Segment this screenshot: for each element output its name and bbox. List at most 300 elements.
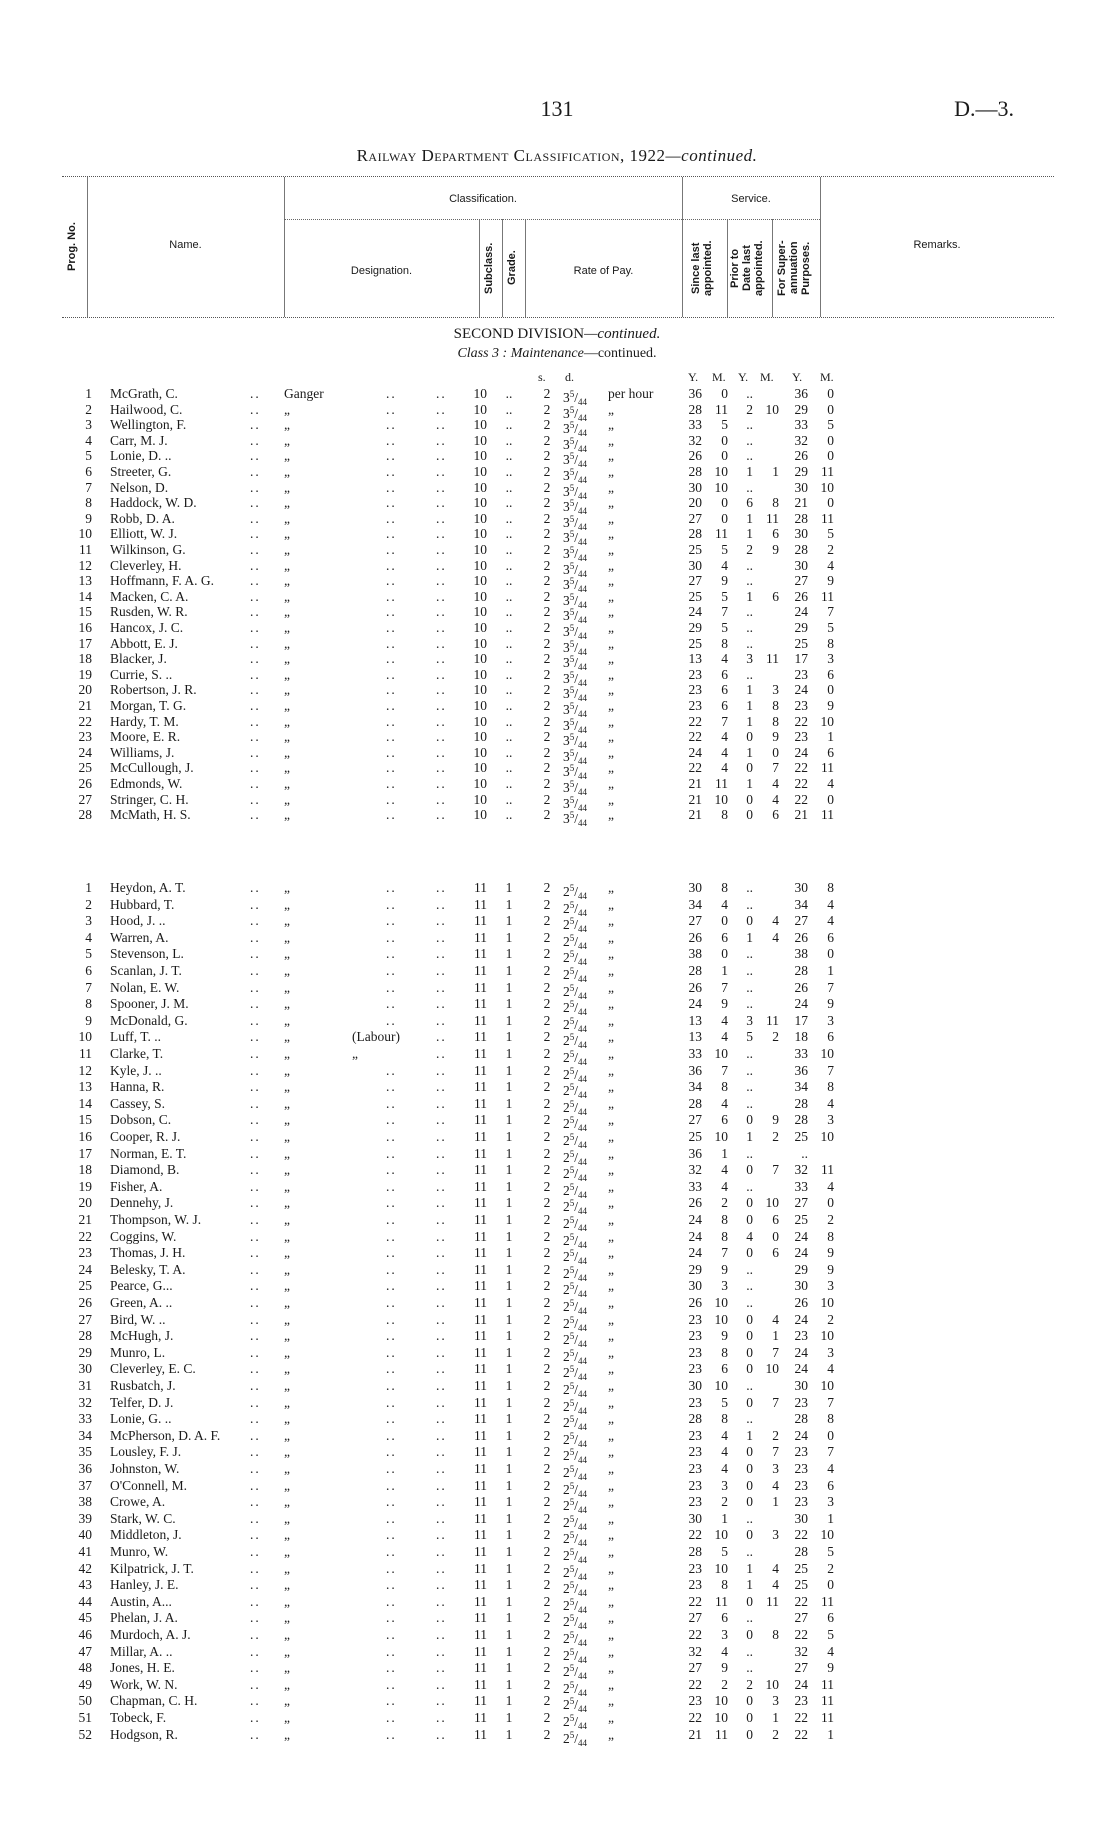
since-last-months: 5: [721, 1394, 728, 1410]
employee-name: Hanley, J. E.: [110, 1577, 179, 1593]
rate-period: „: [608, 776, 614, 791]
prior-years: ..: [746, 1178, 753, 1194]
superannuation-years: 25: [794, 1560, 808, 1576]
rate-period: „: [608, 666, 614, 682]
table-row: [0, 791, 1114, 813]
employee-name: Cooper, R. J.: [110, 1129, 181, 1144]
rate-pence-whole: 2: [563, 1365, 570, 1381]
designation: „: [284, 510, 290, 526]
rate-period: „: [608, 1046, 614, 1061]
employee-name: McPherson, D. A. F.: [110, 1427, 221, 1443]
leader-dots: ..: [436, 1710, 447, 1725]
prior-months: 8: [772, 495, 779, 511]
since-last-months: 5: [721, 1544, 728, 1559]
superannuation-months: 9: [827, 1660, 834, 1676]
rate-shillings: 2: [543, 1245, 551, 1261]
employee-name: Heydon, A. T.: [110, 880, 186, 895]
rate-pence-denominator: 44: [578, 1405, 588, 1416]
rate-pence-slash: /: [574, 1332, 579, 1348]
prior-months: 7: [772, 760, 779, 776]
rate-pence-denominator: 44: [578, 1455, 588, 1466]
rate-pence-numerator: 5: [569, 1464, 575, 1474]
rate-shillings: 2: [543, 1195, 551, 1211]
rate-pence-numerator: 5: [569, 1696, 575, 1707]
subclass: 10: [473, 557, 487, 573]
leader-dots: ..: [250, 1145, 261, 1161]
designation: „: [284, 464, 290, 479]
leader-dots: ..: [250, 1593, 261, 1609]
rate-period: „: [608, 432, 614, 448]
superannuation-months: 1: [827, 963, 834, 978]
subclass: 11: [474, 1660, 487, 1676]
prog-no: 38: [78, 1494, 92, 1510]
rate-period: „: [608, 1245, 614, 1261]
leader-dots: ..: [250, 1627, 261, 1642]
rate-pence-numerator: 5: [569, 623, 575, 633]
since-last-years: 28: [688, 1095, 702, 1111]
leader-dots: ..: [386, 1295, 397, 1310]
superannuation-months: 1: [827, 1510, 834, 1526]
since-last-years: 23: [688, 1577, 702, 1593]
designation: „: [284, 1162, 290, 1178]
prog-no: 29: [78, 1344, 92, 1360]
designation: „: [284, 1212, 290, 1227]
rate-pence-whole: 2: [563, 1631, 570, 1646]
rate-pence-whole: 2: [563, 1000, 570, 1016]
rate-shillings: 2: [543, 1477, 551, 1493]
rate-pence-whole: 2: [563, 1398, 570, 1414]
rate-shillings: 2: [543, 1228, 551, 1244]
superannuation-years: 22: [794, 776, 808, 791]
rate-pence-denominator: 44: [578, 1621, 588, 1632]
rate-pence-denominator: 44: [578, 940, 588, 951]
leader-dots: ..: [386, 1095, 397, 1111]
table-row: [0, 432, 1114, 454]
superannuation-years: 22: [794, 713, 808, 729]
rate-pence-numerator: 5: [569, 1032, 575, 1043]
rate-period: „: [608, 946, 614, 962]
table-row: [0, 1693, 1114, 1715]
leader-dots: ..: [250, 880, 261, 895]
prior-months: 3: [772, 1461, 779, 1476]
subclass: 10: [473, 713, 487, 729]
grade: 1: [505, 1278, 513, 1294]
rate-pence-denominator: 44: [578, 1571, 588, 1582]
table-row: [0, 588, 1114, 610]
designation: „: [284, 448, 290, 464]
rate-pence-slash: /: [574, 390, 579, 405]
rate-shillings: 2: [543, 495, 551, 511]
superannuation-months: 10: [820, 713, 834, 729]
rate-pence-slash: /: [574, 1664, 579, 1680]
employee-name: Johnston, W.: [110, 1461, 180, 1476]
employee-name: Green, A. ..: [110, 1295, 173, 1310]
prior-months: 6: [772, 588, 779, 604]
employee-name: Morgan, T. G.: [110, 698, 187, 713]
rate-pence-denominator: 44: [578, 1389, 588, 1399]
table-row: [0, 1610, 1114, 1632]
superannuation-years: 28: [794, 1095, 808, 1111]
rate-pence-whole: 2: [563, 1448, 570, 1464]
superannuation-years: 26: [794, 929, 808, 945]
superannuation-years: 23: [794, 1394, 808, 1410]
rate-pence-denominator: 44: [578, 1057, 588, 1067]
prior-months: 11: [766, 1593, 779, 1609]
rate-period: „: [608, 1593, 614, 1609]
superannuation-months: 10: [820, 479, 834, 495]
header-divider: [479, 219, 480, 317]
grade: 1: [505, 1593, 513, 1609]
leader-dots: ..: [436, 791, 447, 807]
employee-name: Cleverley, H.: [110, 557, 182, 573]
rate-period: „: [608, 896, 614, 912]
prior-years: ..: [746, 1062, 753, 1078]
leader-dots: ..: [250, 1129, 261, 1144]
rate-shillings: 2: [543, 1510, 551, 1526]
prior-years: 1: [746, 744, 753, 760]
leader-dots: ..: [250, 1261, 261, 1277]
prior-years: ..: [746, 1610, 753, 1626]
rate-pence-denominator: 44: [578, 1472, 588, 1482]
leader-dots: ..: [436, 1295, 447, 1310]
prog-no: 20: [78, 1195, 92, 1211]
since-last-months: 4: [721, 729, 728, 745]
rate-pence-numerator: 5: [569, 1497, 575, 1508]
rate-pence-whole: 3: [563, 655, 570, 671]
prog-no: 21: [78, 1212, 92, 1227]
rate-shillings: 2: [543, 588, 551, 604]
leader-dots: ..: [386, 913, 397, 929]
leader-dots: ..: [436, 1278, 447, 1294]
since-last-years: 27: [688, 1112, 702, 1128]
leader-dots: ..: [436, 1112, 447, 1128]
superannuation-months: 9: [827, 1245, 834, 1261]
header-rate-of-pay: Rate of Pay.: [573, 265, 634, 277]
leader-dots: ..: [386, 979, 397, 995]
superannuation-months: 4: [827, 913, 834, 929]
superannuation-years: 36: [794, 386, 808, 401]
rate-pence-denominator: 44: [578, 907, 588, 918]
rate-period: „: [608, 1344, 614, 1360]
since-last-months: 8: [721, 635, 728, 651]
prior-years: ..: [746, 1411, 753, 1427]
rate-pence-denominator: 44: [578, 1604, 588, 1615]
rate-shillings: 2: [543, 776, 551, 791]
rate-pence-numerator: 5: [569, 498, 575, 509]
since-last-months: 9: [721, 1261, 728, 1277]
since-last-years: 28: [688, 963, 702, 978]
leader-dots: ..: [436, 1361, 447, 1377]
superannuation-months: 4: [827, 776, 834, 791]
leader-dots: ..: [250, 996, 261, 1012]
since-last-months: 5: [721, 588, 728, 604]
since-last-years: 32: [688, 1162, 702, 1178]
leader-dots: ..: [386, 464, 397, 479]
designation: „: [284, 651, 290, 667]
prog-no: 1: [85, 386, 92, 401]
rate-pence-denominator: 44: [578, 1671, 588, 1682]
superannuation-years: 24: [794, 1344, 808, 1360]
prog-no: 20: [78, 682, 92, 698]
grade: 1: [505, 896, 513, 912]
prior-months: 6: [772, 807, 779, 823]
since-last-years: 23: [688, 1394, 702, 1410]
rate-pence-whole: 2: [563, 1597, 570, 1613]
leader-dots: ..: [436, 557, 447, 573]
designation: „: [284, 776, 290, 791]
leader-dots: ..: [250, 729, 261, 745]
leader-dots: ..: [436, 464, 447, 479]
table-row: [0, 651, 1114, 673]
rate-pence-whole: 2: [563, 1315, 570, 1331]
rate-pence-whole: 2: [563, 1282, 570, 1298]
leader-dots: ..: [436, 1560, 447, 1576]
unit-years: Y.: [738, 370, 749, 384]
leader-dots: ..: [250, 929, 261, 945]
superannuation-years: 30: [794, 1278, 808, 1294]
leader-dots: ..: [386, 1627, 397, 1642]
table-row: [0, 1660, 1114, 1682]
leader-dots: ..: [436, 1228, 447, 1244]
grade: 1: [505, 1195, 513, 1211]
since-last-years: 25: [688, 588, 702, 604]
leader-dots: ..: [386, 1079, 397, 1095]
leader-dots: ..: [386, 417, 397, 433]
rate-pence-slash: /: [574, 917, 579, 933]
subclass: 11: [474, 996, 487, 1012]
since-last-years: 38: [688, 946, 702, 962]
rate-pence-denominator: 44: [578, 755, 588, 766]
rate-pence-slash: /: [574, 933, 579, 949]
rate-shillings: 2: [543, 1361, 551, 1377]
leader-dots: ..: [436, 682, 447, 698]
subclass: 10: [473, 588, 487, 604]
prog-no: 7: [85, 979, 92, 995]
superannuation-years: 21: [794, 495, 808, 511]
subclass: 10: [473, 682, 487, 698]
rate-pence-numerator: 5: [569, 1298, 575, 1308]
leader-dots: ..: [250, 1095, 261, 1111]
table-row: [0, 1411, 1114, 1433]
since-last-months: 11: [715, 526, 728, 542]
prior-months: 2: [772, 1029, 779, 1045]
rate-shillings: 2: [543, 542, 551, 557]
superannuation-months: 0: [827, 448, 834, 464]
rate-period: „: [608, 1726, 614, 1742]
since-last-years: 23: [688, 1477, 702, 1493]
prog-no: 37: [78, 1477, 92, 1493]
leader-dots: ..: [250, 946, 261, 962]
rate-pence-denominator: 44: [578, 709, 588, 719]
since-last-months: 4: [721, 651, 728, 667]
grade: 1: [505, 929, 513, 945]
leader-dots: ..: [386, 1710, 397, 1725]
leader-dots: ..: [250, 979, 261, 995]
designation: „: [284, 1261, 290, 1277]
rate-pence-numerator: 5: [569, 932, 575, 943]
leader-dots: ..: [250, 651, 261, 667]
rate-pence-slash: /: [574, 421, 579, 437]
employee-name: Clarke, T.: [110, 1046, 164, 1061]
rate-shillings: 2: [543, 1643, 551, 1659]
rate-period: „: [608, 682, 614, 698]
rate-pence-whole: 2: [563, 1083, 570, 1099]
rate-pence-slash: /: [574, 670, 579, 686]
superannuation-years: 28: [794, 542, 808, 557]
since-last-years: 22: [688, 1676, 702, 1692]
superannuation-years: 28: [794, 1112, 808, 1128]
designation: „: [284, 1095, 290, 1111]
rate-period: „: [608, 1378, 614, 1393]
prog-no: 44: [78, 1593, 92, 1609]
rate-pence-whole: 2: [563, 950, 570, 966]
superannuation-years: 38: [794, 946, 808, 962]
superannuation-years: 22: [794, 1527, 808, 1543]
rate-pence-slash: /: [574, 436, 579, 452]
rate-pence-denominator: 44: [578, 677, 588, 688]
superannuation-years: 34: [794, 896, 808, 912]
leader-dots: ..: [436, 713, 447, 729]
since-last-months: 8: [721, 807, 728, 823]
since-last-years: 13: [688, 1012, 702, 1028]
rate-pence-whole: 3: [563, 795, 570, 811]
prior-years: ..: [746, 1261, 753, 1277]
header-service: Service.: [731, 193, 771, 205]
leader-dots: ..: [436, 1510, 447, 1526]
prog-no: 18: [78, 1162, 92, 1178]
grade: ..: [505, 635, 513, 651]
table-row: [0, 464, 1114, 485]
rate-pence-denominator: 44: [578, 475, 588, 485]
employee-name: Luff, T. ..: [110, 1029, 161, 1045]
leader-dots: ..: [250, 495, 261, 511]
prog-no: 35: [78, 1444, 92, 1460]
leader-dots: ..: [250, 588, 261, 604]
rate-pence-whole: 3: [563, 421, 570, 437]
designation: „: [284, 1012, 290, 1028]
grade: 1: [505, 1129, 513, 1144]
subclass: 10: [473, 448, 487, 464]
designation: „: [284, 682, 290, 698]
superannuation-years: 24: [794, 604, 808, 620]
prior-years: 0: [746, 791, 753, 807]
prog-no: 2: [85, 401, 92, 417]
rate-period: „: [608, 963, 614, 978]
rate-period: „: [608, 1328, 614, 1344]
prior-years: 0: [746, 1311, 753, 1327]
rate-period: „: [608, 401, 614, 417]
subclass: 11: [474, 1328, 487, 1344]
subclass: 10: [473, 760, 487, 776]
table-row: [0, 1577, 1114, 1599]
prior-years: ..: [746, 432, 753, 448]
prior-months: 4: [772, 1577, 779, 1593]
rate-shillings: 2: [543, 1444, 551, 1460]
designation: „: [284, 1378, 290, 1393]
superannuation-years: 32: [794, 432, 808, 448]
designation: „: [284, 588, 290, 604]
since-last-months: 5: [721, 620, 728, 635]
table-row: [0, 1012, 1114, 1034]
prior-years: ..: [746, 417, 753, 433]
rate-period: „: [608, 1577, 614, 1593]
subclass: 11: [474, 1079, 487, 1095]
designation: „: [284, 1693, 290, 1709]
grade: 1: [505, 1378, 513, 1393]
rate-period: „: [608, 1510, 614, 1526]
table-row: [0, 807, 1114, 829]
rate-pence-denominator: 44: [578, 412, 588, 423]
since-last-years: 24: [688, 604, 702, 620]
rate-pence-numerator: 5: [569, 916, 575, 927]
rate-pence-whole: 2: [563, 1066, 570, 1082]
prog-no: 19: [78, 1178, 92, 1194]
prior-months: 9: [772, 1112, 779, 1128]
superannuation-months: 0: [827, 682, 834, 698]
rate-pence-numerator: 5: [569, 899, 575, 910]
employee-name: Rusden, W. R.: [110, 604, 188, 620]
designation: „: [284, 1461, 290, 1476]
subclass: 11: [474, 1510, 487, 1526]
header-divider: [502, 219, 503, 317]
superannuation-months: 11: [821, 807, 834, 823]
rate-pence-whole: 2: [563, 1614, 570, 1630]
prior-years: ..: [746, 880, 753, 895]
since-last-months: 6: [721, 1112, 728, 1128]
subclass: 11: [474, 1112, 487, 1128]
leader-dots: ..: [250, 417, 261, 433]
employee-name: Elliott, W. J.: [110, 526, 178, 542]
rate-pence-numerator: 5: [569, 701, 575, 711]
rate-pence-numerator: 5: [569, 1630, 575, 1640]
since-last-years: 23: [688, 1427, 702, 1443]
unit-shillings: s.: [538, 370, 546, 384]
rate-pence-whole: 3: [563, 499, 570, 515]
grade: 1: [505, 1328, 513, 1344]
subclass: 11: [474, 1212, 487, 1227]
rate-period: „: [608, 1261, 614, 1277]
designation: „: [284, 526, 290, 542]
since-last-months: 10: [714, 1693, 728, 1709]
since-last-months: 2: [721, 1195, 728, 1211]
subclass: 10: [473, 464, 487, 479]
prior-years: ..: [746, 1660, 753, 1676]
rate-pence-denominator: 44: [578, 818, 588, 829]
prior-years: 1: [746, 464, 753, 479]
rate-pence-denominator: 44: [578, 1339, 588, 1350]
prior-years: ..: [746, 1145, 753, 1161]
employee-name: Stevenson, L.: [110, 946, 184, 962]
prog-no: 6: [85, 464, 92, 479]
since-last-months: 0: [721, 510, 728, 526]
rate-period: „: [608, 929, 614, 945]
leader-dots: ..: [386, 1643, 397, 1659]
superannuation-years: 29: [794, 401, 808, 417]
since-last-months: 3: [721, 1477, 728, 1493]
rate-pence-slash: /: [574, 1182, 579, 1198]
leader-dots: ..: [436, 495, 447, 511]
rate-pence-slash: /: [574, 1581, 579, 1597]
superannuation-months: 10: [820, 1295, 834, 1310]
designation: „: [284, 604, 290, 620]
rate-pence-denominator: 44: [578, 1173, 588, 1184]
since-last-months: 4: [721, 1178, 728, 1194]
grade: 1: [505, 1261, 513, 1277]
employee-name: Spooner, J. M.: [110, 996, 189, 1012]
subclass: 10: [473, 479, 487, 495]
superannuation-months: 10: [820, 1129, 834, 1144]
subclass: 11: [474, 946, 487, 962]
